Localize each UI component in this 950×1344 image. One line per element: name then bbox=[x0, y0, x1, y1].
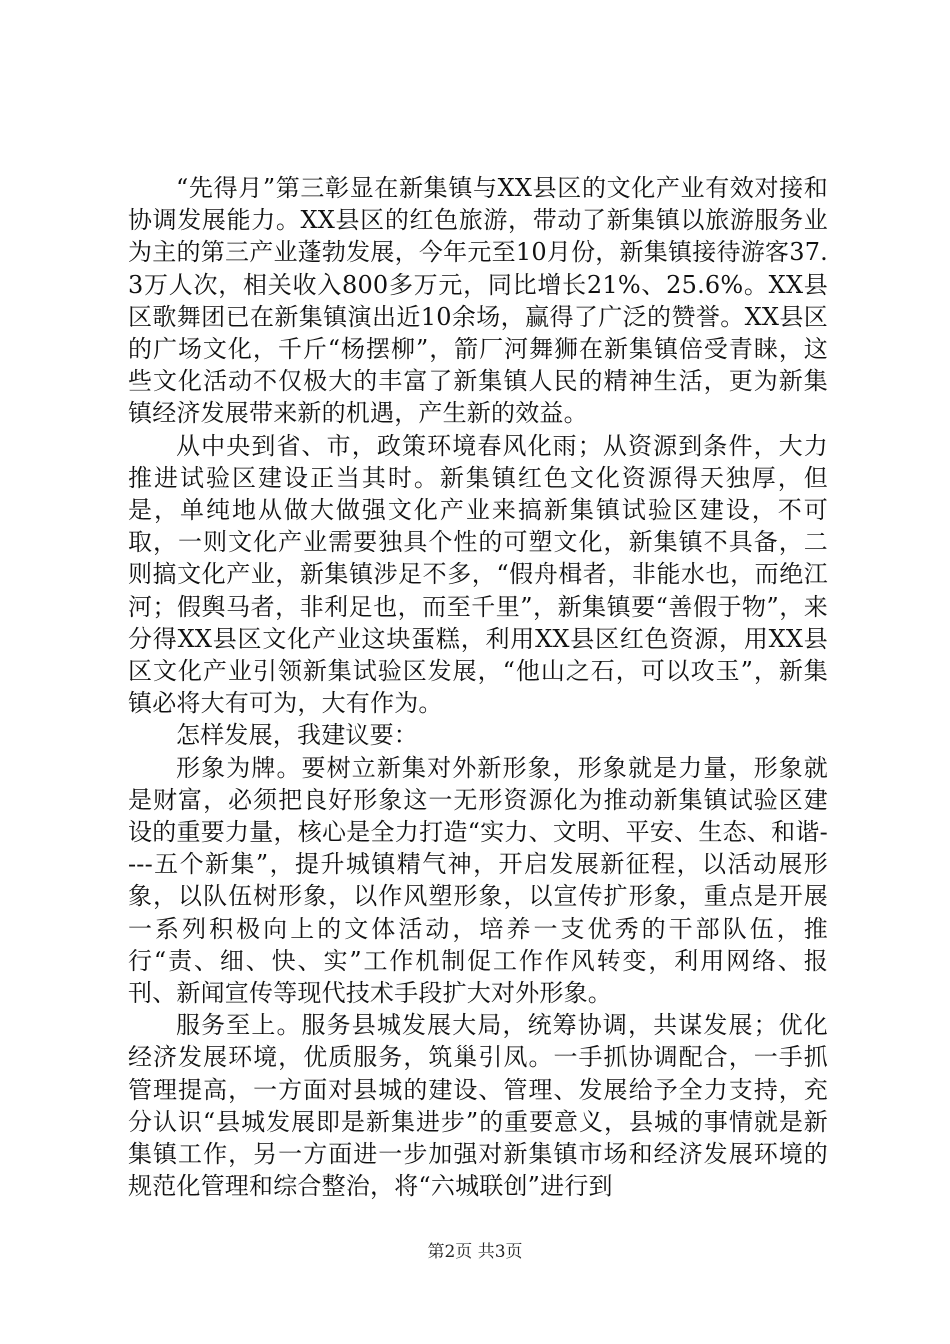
document-body bbox=[128, 172, 828, 1203]
page-footer: 第2页 共3页 bbox=[427, 1242, 523, 1262]
paragraph-3: 怎样发展，我建议要： bbox=[176, 721, 418, 750]
paragraph-4: 形象为牌。要树立新集对外新形象，形象就是力量，形象就是财富，必须把良好形象这一无形资源化为推动新集镇试验区建设的重要力量，核心是全力打造“实力、文明、平安、生态、和谐----五个新集”，提升城镇精气神，开启发展新征程，以活动展形象，以队伍树形象，以作风塑形象，以宣传扩形象，重点是开展一系列积极向上的文体活动，培养一支优秀的干部队伍，推行“责、细、快、实”工作机制促工作作风转变，利用网络、报刊、新闻宣传等现代技术手段扩大对外形象。 bbox=[128, 753, 828, 1008]
paragraph-1: “先得月”第三彰显在新集镇与XX县区的文化产业有效对接和协调发展能力。XX县区的红色旅游，带动了新集镇以旅游服务业为主的第三产业蓬勃发展，今年元至10月份，新集镇接待游客37.3万人次，相关收入800多万元，同比增长21%、25.6%。XX县区歌舞团已在新集镇演出近10余场，赢得了广泛的赞誉。XX县区的广场文化，千斤“杨摆柳”，箭厂河舞狮在新集镇倍受青睐，这些文化活动不仅极大的丰富了新集镇人民的精神生活，更为新集镇经济发展带来新的机遇，产生新的效益。 bbox=[128, 174, 828, 428]
paragraph-2: 从中央到省、市，政策环境春风化雨；从资源到条件，大力推进试验区建设正当其时。新集镇红色文化资源得天独厚，但是，单纯地从做大做强文化产业来搞新集镇试验区建设，不可取，一则文化产业需要独具个性的可塑文化，新集镇不具备，二则搞文化产业，新集镇涉足不多，“假舟楫者，非能水也，而绝江河；假舆马者，非利足也，而至千里”，新集镇要“善假于物”，来分得XX县区文化产业这块蛋糕，利用XX县区红色资源，用XX县区文化产业引领新集试验区发展，“他山之石，可以攻玉”，新集镇必将大有可为，大有作为。 bbox=[128, 431, 828, 718]
paragraph-5: 服务至上。服务县城发展大局，统筹协调，共谋发展；优化经济发展环境，优质服务，筑巢引凤。一手抓协调配合，一手抓管理提高，一方面对县城的建设、管理、发展给予全力支持，充分认识“县城发展即是新集进步”的重要意义，县城的事情就是新集镇工作，另一方面进一步加强对新集镇市场和经济发展环境的规范化管理和综合整治，将“六城联创”进行到 bbox=[128, 1011, 828, 1201]
